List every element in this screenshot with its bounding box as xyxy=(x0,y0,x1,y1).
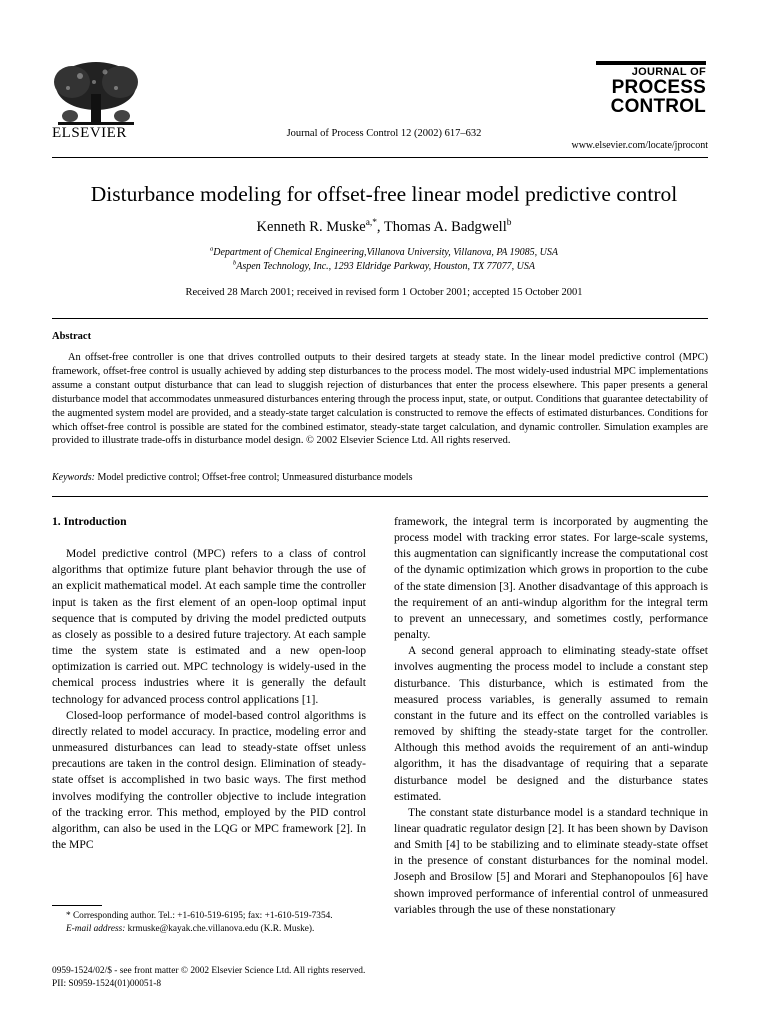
section-heading: 1. Introduction xyxy=(52,515,127,528)
keywords-list: Model predictive control; Offset-free control; Unmeasured disturbance models xyxy=(94,472,413,483)
author-2: , Thomas A. Badgwell xyxy=(376,219,507,235)
paragraph: Closed-loop performance of model-based control algorithms is directly related to model accuracy. In practice, modeling error and unmeasured disturbances can lead to steady-state offset unless precautions are taken in the control design. Elimination of steady-state offset is accomplished in two basic ways. The first method involves modifying the controller objective to include integration of the tracking error. This method, employed by the PID control algorithm, can also be used in the LQG or MPC framework [2]. In the MPC xyxy=(52,708,366,851)
paragraph: The constant state disturbance model is a standard technique in linear quadratic regulator design [2]. It has been shown by Davison and Smith [4] to be stabilizing and to eliminate steady-state offset in the presence of constant disturbances for the nominal model. Joseph and Brosilow [5] and Morari and Stephanopoulos [6] have shown improved performance of inferential control of unmeasured variables through the use of these nonstationary xyxy=(394,805,708,916)
affiliation-b-text: Aspen Technology, Inc., 1293 Eldridge Parkway, Houston, TX 77077, USA xyxy=(236,261,536,272)
journal-reference: Journal of Process Control 12 (2002) 617–632 xyxy=(286,128,482,139)
affiliation-b xyxy=(0,261,768,272)
affiliation-a-mark: a xyxy=(209,245,214,253)
email-label: E-mail address: xyxy=(66,923,126,934)
author-list xyxy=(0,219,768,236)
author-1-affiliation-mark: a,* xyxy=(365,218,377,229)
abstract-top-divider xyxy=(52,318,708,319)
paragraph: Model predictive control (MPC) refers to a class of control algorithms that optimize future plant behavior through the use of an explicit mathematical model. At each sample time the controller input is taken as the first element of an open-loop optimal input sequence that is computed by driving the model predicted outputs as closely as possible to a desired future trajectory. At each sample time the system state is estimated and a new open-loop optimization is carried out. MPC technology is widely-used in the chemical process industries where it is generally the default technology for advanced process control applications [1]. xyxy=(52,547,366,706)
right-column xyxy=(394,514,708,918)
journal-url[interactable]: www.elsevier.com/locate/jprocont xyxy=(571,140,708,151)
publisher-name: ELSEVIER xyxy=(52,125,127,141)
paper-title: Disturbance modeling for offset-free linear model predictive control xyxy=(90,182,678,206)
email-address[interactable]: krmuske@kayak.che.villanova.edu (K.R. Muske). xyxy=(125,923,315,934)
keywords xyxy=(52,472,708,483)
received-dates: Received 28 March 2001; received in revised form 1 October 2001; accepted 15 October 2001 xyxy=(185,287,583,298)
pii-line: PII: S0959-1524(01)00051-8 xyxy=(52,979,162,989)
journal-logo-line-2: PROCESS xyxy=(611,77,706,98)
journal-logo xyxy=(596,61,706,116)
author-2-affiliation-mark: b xyxy=(506,218,512,229)
footnote xyxy=(52,910,366,935)
keywords-label: Keywords: xyxy=(52,472,95,483)
abstract-text: An offset-free controller is one that drives controlled outputs to their desired targets at steady state. In the linear model predictive control (MPC) framework, offset-free control is usually achieved by adding step disturbances to the process model. The most widely-used industrial MPC implementations assume a constant output disturbance that can lead to sluggish rejection of disturbances that enter the process elsewhere. This paper presents a general disturbance model that accommodates unmeasured disturbances entering through the process input, state, or output. Conditions that guarantee detectability of the augmented system model are provided, and a steady-state target calculation is constructed to remove the effects of estimated disturbances. Conditions for which offset-free control is possible are stated for the combined estimator, steady-state target calculation, and dynamic controller. Simulation examples are provided to illustrate trade-offs in disturbance model design. © 2002 Elsevier Science Ltd. All rights reserved. xyxy=(52,352,708,447)
affiliation-a-text: Department of Chemical Engineering,Villanova University, Villanova, PA 19085, USA xyxy=(213,247,558,258)
affiliation-b-mark: b xyxy=(232,259,237,267)
paragraph: A second general approach to eliminating steady-state offset involves augmenting the process model to include a constant step disturbance. This disturbance, which is estimated from the measured process variables, is generally assumed to remain constant in the future and its effect on the controlled variables is removed by shifting the steady-state target for the controller. Although this method avoids the requirement of an anti-windup algorithm, it has the disadvantage of requiring that a separate disturbance model be designed and the disturbance states estimated. xyxy=(394,644,708,803)
logo-bar xyxy=(596,61,706,65)
left-column xyxy=(52,514,366,853)
journal-logo-line-3: CONTROL xyxy=(610,96,706,117)
journal-logo-line-1: JOURNAL OF xyxy=(631,66,706,78)
corresponding-author-note: * Corresponding author. Tel.: +1-610-519-6195; fax: +1-610-519-7354. xyxy=(66,911,333,921)
abstract-bottom-divider xyxy=(52,496,708,497)
email-note xyxy=(52,923,366,936)
issn-line: 0959-1524/02/$ - see front matter © 2002 Elsevier Science Ltd. All rights reserved. xyxy=(52,966,366,976)
author-1: Kenneth R. Muske xyxy=(256,219,366,235)
footnote-divider xyxy=(52,905,102,906)
header-divider xyxy=(52,157,708,158)
document-identifiers xyxy=(52,965,365,991)
affiliation-a xyxy=(0,247,768,258)
abstract-heading: Abstract xyxy=(52,331,92,342)
paragraph: framework, the integral term is incorporated by augmenting the process model with tracking error states. For large-scale systems, this augmentation can significantly increase the computational cost of the dynamic optimization which grows in proportion to the cube of the state dimension [3]. Another disadvantage of this approach is the requirement of an anti-windup algorithm for the integral term to prevent an unnecessary, and sometimes costly, performance penalty. xyxy=(394,515,708,642)
